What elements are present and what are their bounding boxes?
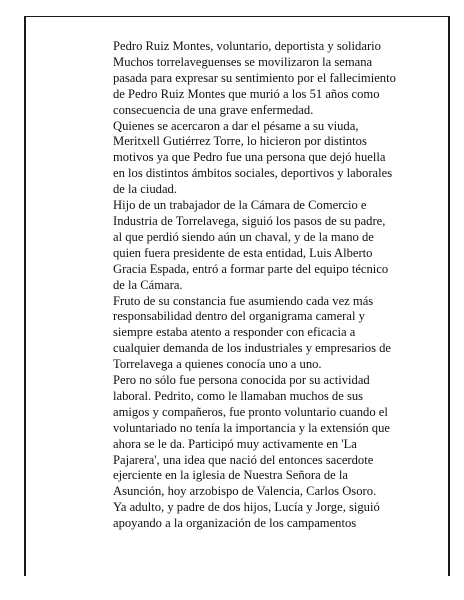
text-line: amigos y compañeros, fue pronto voluntario cuando el	[113, 404, 388, 419]
text-line: de la ciudad.	[113, 182, 177, 197]
text-line: Industria de Torrelavega, siguió los pasos de su padre,	[113, 213, 386, 228]
text-line: Gracia Espada, entró a formar parte del equipo técnico	[113, 261, 389, 276]
text-line: al que perdió siendo aún un chaval, y de la mano de	[113, 229, 374, 244]
text-line: responsabilidad dentro del organigrama cameral y	[113, 309, 365, 324]
text-line: ejerciente en la iglesia de Nuestra Señora de la	[113, 468, 348, 483]
text-line: en los distintos ámbitos sociales, deportivos y laborales	[113, 166, 393, 181]
text-line: Torrelavega a quienes conocía uno a uno.	[113, 357, 322, 372]
text-line: cualquier demanda de los industriales y empresarios de	[113, 341, 392, 356]
text-line: Pajarera', una idea que nació del entonces sacerdote	[113, 452, 374, 467]
text-line: siempre estaba atento a responder con eficacia a	[113, 325, 356, 340]
text-line: quien fuera presidente de esta entidad, Luis Alberto	[113, 245, 373, 260]
article-text	[113, 39, 453, 532]
text-line: apoyando a la organización de los campamentos	[113, 516, 357, 531]
text-line: motivos ya que Pedro fue una persona que dejó huella	[113, 150, 386, 165]
text-line: Pero no sólo fue persona conocida por su actividad	[113, 373, 370, 388]
text-line: Muchos torrelaveguenses se movilizaron la semana	[113, 54, 373, 69]
article-title: Pedro Ruiz Montes, voluntario, deportista y solidario	[113, 39, 381, 53]
text-line: laboral. Pedrito, como le llamaban muchos de sus	[113, 388, 364, 403]
text-line: ahora se le da. Participó muy activamente en 'La	[113, 436, 357, 451]
text-line: Ya adulto, y padre de dos hijos, Lucía y Jorge, siguió	[113, 500, 380, 515]
text-line: Quienes se acercaron a dar el pésame a su viuda,	[113, 118, 359, 133]
text-line: Fruto de su constancia fue asumiendo cada vez más	[113, 293, 374, 308]
text-line: Asunción, hoy arzobispo de Valencia, Carlos Osoro.	[113, 484, 377, 499]
text-line: voluntariado no tenía la importancia y la extensión que	[113, 420, 390, 435]
text-line: Meritxell Gutiérrez Torre, lo hicieron por distintos	[113, 134, 367, 149]
text-line: consecuencia de una grave enfermedad.	[113, 102, 314, 117]
text-line: pasada para expresar su sentimiento por el fallecimiento	[113, 70, 396, 85]
text-line: de la Cámara.	[113, 277, 183, 292]
text-line: Hijo de un trabajador de la Cámara de Comercio e	[113, 198, 367, 213]
text-line: de Pedro Ruiz Montes que murió a los 51 años como	[113, 86, 380, 101]
